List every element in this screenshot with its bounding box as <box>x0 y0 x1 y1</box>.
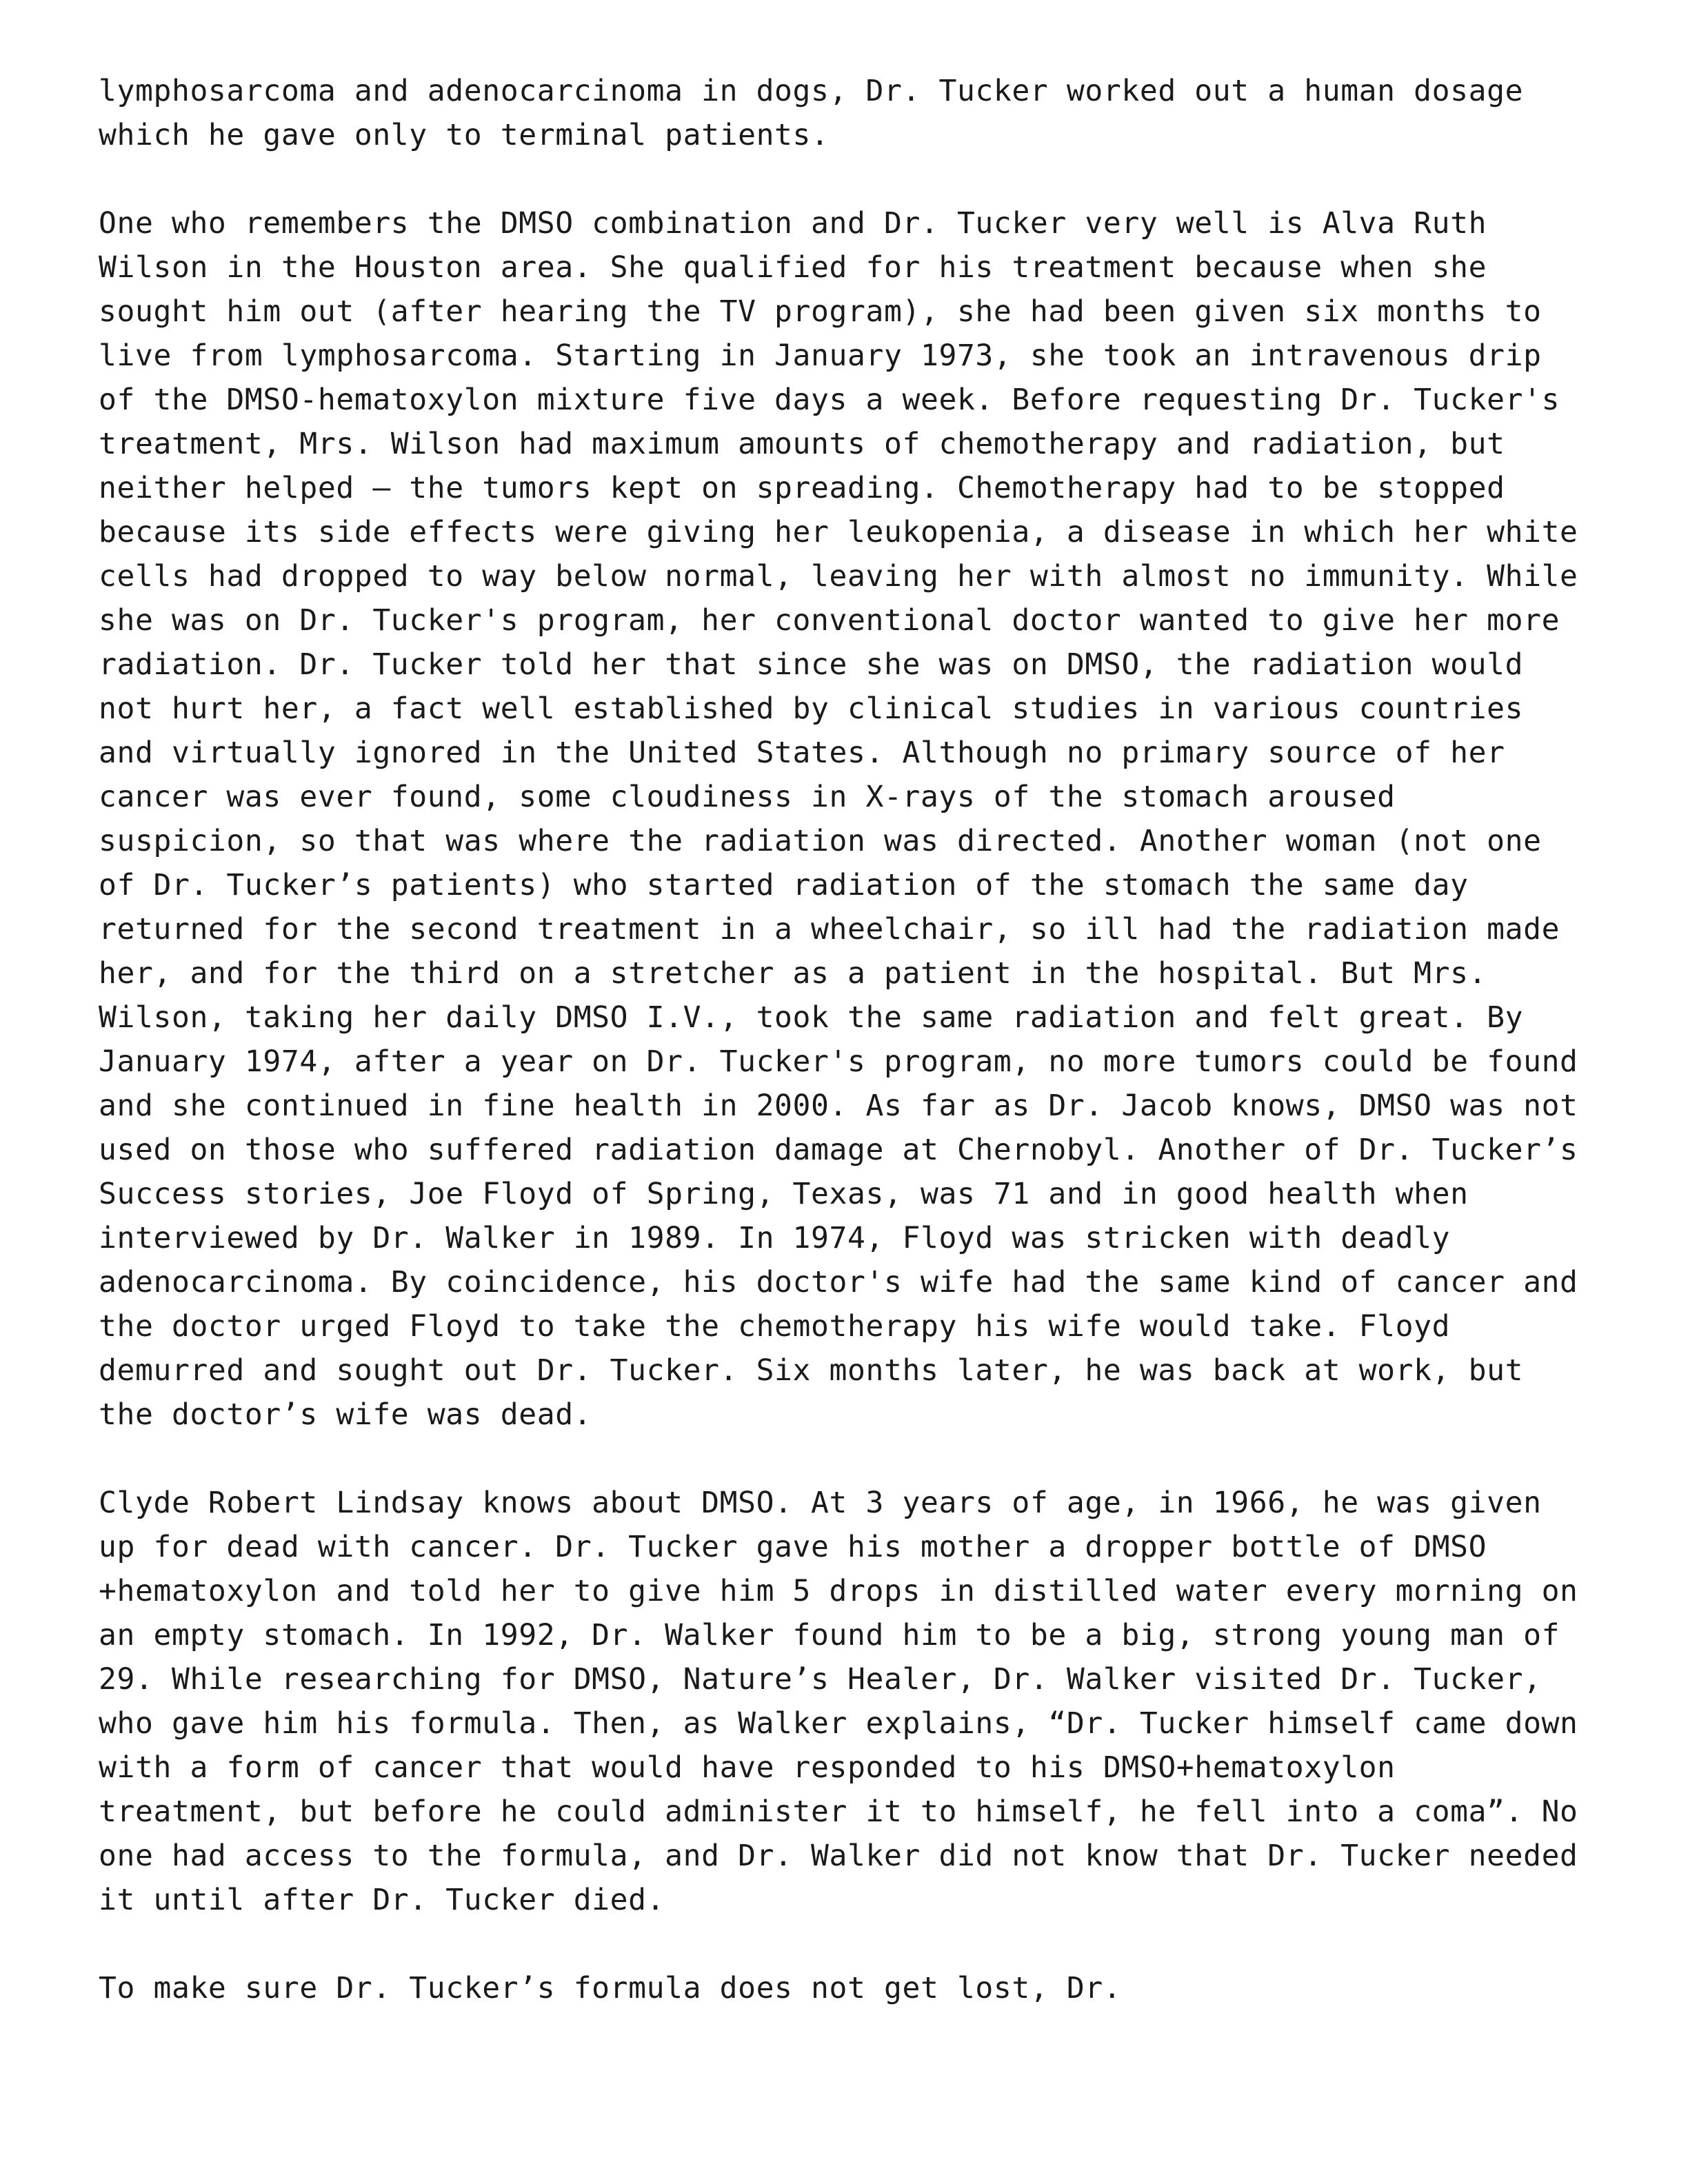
text-line: cells had dropped to way below normal, leaving her with almost no immunity. While <box>99 559 1578 594</box>
text-line: one had access to the formula, and Dr. Walker did not know that Dr. Tucker needed <box>99 1839 1578 1873</box>
text-line: radiation. Dr. Tucker told her that since she was on DMSO, the radiation would <box>99 647 1524 682</box>
text-line: who gave him his formula. Then, as Walker explains, “Dr. Tucker himself came down <box>99 1706 1578 1741</box>
text-line: returned for the second treatment in a wheelchair, so ill had the radiation made <box>99 912 1560 947</box>
text-line: treatment, but before he could administer it to himself, he fell into a coma”. No <box>99 1794 1578 1829</box>
text-line: the doctor urged Floyd to take the chemotherapy his wife would take. Floyd <box>99 1309 1451 1344</box>
text-line: of the DMSO-hematoxylon mixture five days a week. Before requesting Dr. Tucker's <box>99 383 1560 417</box>
text-line: neither helped — the tumors kept on spreading. Chemotherapy had to be stopped <box>99 471 1505 505</box>
text-line: Success stories, Joe Floyd of Spring, Texas, was 71 and in good health when <box>99 1177 1469 1211</box>
text-line: live from lymphosarcoma. Starting in January 1973, she took an intravenous drip <box>99 338 1542 373</box>
paragraph-alva-ruth-wilson <box>99 201 1602 1437</box>
text-line: up for dead with cancer. Dr. Tucker gave his mother a dropper bottle of DMSO <box>99 1530 1487 1564</box>
text-line: cancer was ever found, some cloudiness in X-rays of the stomach aroused <box>99 780 1396 814</box>
text-line: sought him out (after hearing the TV program), she had been given six months to <box>99 294 1542 329</box>
text-line: adenocarcinoma. By coincidence, his doctor's wife had the same kind of cancer and <box>99 1265 1578 1300</box>
text-line: Wilson, taking her daily DMSO I.V., took the same radiation and felt great. By <box>99 1000 1524 1035</box>
text-line: +hematoxylon and told her to give him 5 drops in distilled water every morning on <box>99 1574 1578 1608</box>
text-line: with a form of cancer that would have responded to his DMSO+hematoxylon <box>99 1750 1396 1785</box>
text-line: 29. While researching for DMSO, Nature’s Healer, Dr. Walker visited Dr. Tucker, <box>99 1662 1542 1697</box>
text-line: it until after Dr. Tucker died. <box>99 1883 665 1917</box>
text-line: lymphosarcoma and adenocarcinoma in dogs, Dr. Tucker worked out a human dosage <box>99 74 1524 108</box>
text-line: the doctor’s wife was dead. <box>99 1397 592 1432</box>
text-line: which he gave only to terminal patients. <box>99 118 830 152</box>
text-line: because its side effects were giving her leukopenia, a disease in which her white <box>99 515 1578 549</box>
text-line: One who remembers the DMSO combination and Dr. Tucker very well is Alva Ruth <box>99 206 1487 241</box>
text-line: demurred and sought out Dr. Tucker. Six months later, he was back at work, but <box>99 1353 1524 1388</box>
text-line: and virtually ignored in the United States. Although no primary source of her <box>99 736 1505 770</box>
text-line: not hurt her, a fact well established by clinical studies in various countries <box>99 691 1524 726</box>
text-line: her, and for the third on a stretcher as a patient in the hospital. But Mrs. <box>99 956 1487 991</box>
paragraph-formula-preservation <box>99 1966 1602 2010</box>
text-line: she was on Dr. Tucker's program, her conventional doctor wanted to give her more <box>99 603 1560 638</box>
text-line: January 1974, after a year on Dr. Tucker's program, no more tumors could be found <box>99 1044 1578 1079</box>
text-line: Wilson in the Houston area. She qualified for his treatment because when she <box>99 250 1487 285</box>
paragraph-clyde-robert-lindsay <box>99 1481 1602 1922</box>
text-line: and she continued in fine health in 2000. As far as Dr. Jacob knows, DMSO was not <box>99 1089 1578 1123</box>
paragraph-dog-dosage <box>99 69 1602 157</box>
text-line: treatment, Mrs. Wilson had maximum amounts of chemotherapy and radiation, but <box>99 427 1505 461</box>
text-line: Clyde Robert Lindsay knows about DMSO. At 3 years of age, in 1966, he was given <box>99 1486 1542 1520</box>
text-line: an empty stomach. In 1992, Dr. Walker found him to be a big, strong young man of <box>99 1618 1560 1652</box>
document-page <box>99 69 1602 2054</box>
text-line: of Dr. Tucker’s patients) who started radiation of the stomach the same day <box>99 868 1469 902</box>
text-line: suspicion, so that was where the radiation was directed. Another woman (not one <box>99 824 1542 858</box>
text-line: interviewed by Dr. Walker in 1989. In 1974, Floyd was stricken with deadly <box>99 1221 1451 1255</box>
text-line: used on those who suffered radiation damage at Chernobyl. Another of Dr. Tucker’s <box>99 1133 1578 1167</box>
text-line: To make sure Dr. Tucker’s formula does not get lost, Dr. <box>99 1971 1122 2005</box>
